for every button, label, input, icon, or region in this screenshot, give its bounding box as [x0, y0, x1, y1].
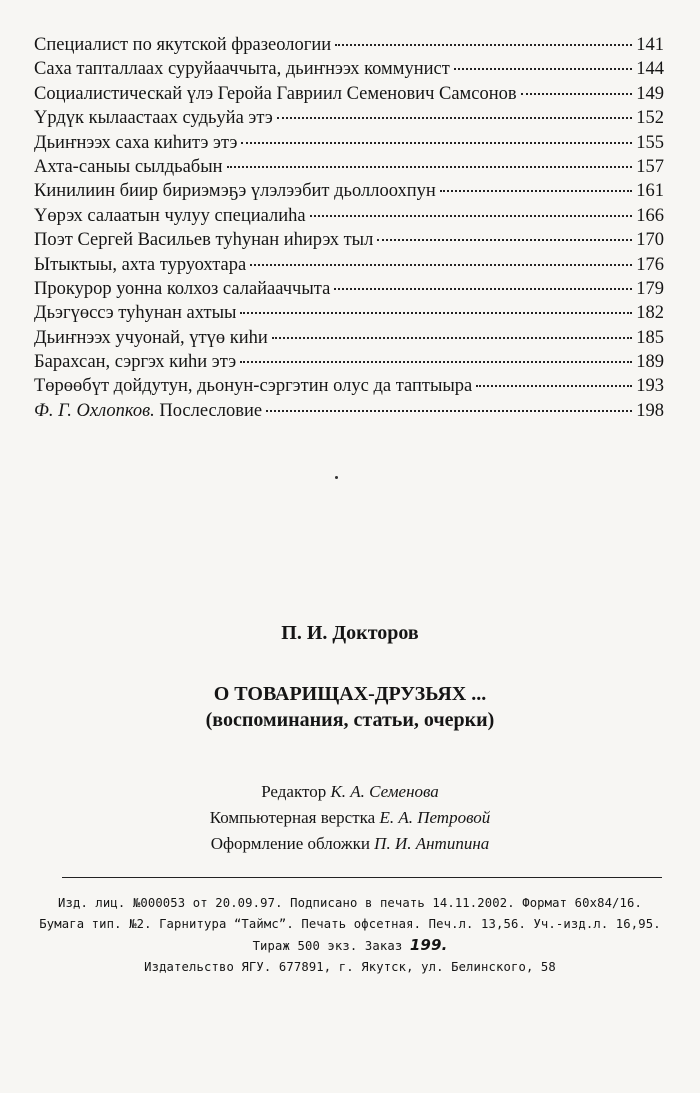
toc-dot-leader — [266, 410, 632, 412]
toc-entry-title — [34, 399, 262, 423]
toc-dot-leader — [476, 385, 632, 387]
toc-entry-title: Дьиҥнээх саха киһитэ этэ — [34, 132, 238, 153]
toc-entry-page: 193 — [636, 376, 664, 397]
toc-entry-page: 170 — [636, 230, 664, 251]
toc-dot-leader — [250, 264, 632, 266]
toc-entry-page: 144 — [636, 59, 664, 80]
toc-dot-leader — [334, 288, 632, 290]
imprint-line: Издательство ЯГУ. 677891, г. Якутск, ул. Белинского, 58 — [144, 960, 556, 974]
toc-dot-leader — [272, 337, 632, 339]
toc-entry — [34, 106, 664, 130]
toc-dot-leader — [440, 190, 632, 192]
toc-entry-title: Дьэгүөссэ туһунан ахтыы — [34, 303, 237, 324]
credit-role: Оформление обложки — [210, 834, 375, 853]
toc-dot-leader — [310, 215, 633, 217]
toc-entry — [34, 33, 664, 57]
toc-entry-title: Социалистическай үлэ Геройа Гавриил Семенович Самсонов — [34, 83, 517, 104]
imprint-line: Изд. лиц. №000053 от 20.09.97. Подписано в печать 14.11.2002. Формат 60x84/16. — [57, 896, 643, 910]
credit-line — [0, 779, 700, 805]
credit-name: П. И. Антипина — [374, 834, 490, 853]
toc-entry-title-text: Послесловие — [154, 400, 263, 421]
toc-entry — [34, 326, 664, 350]
toc-entry-page: 166 — [636, 205, 664, 226]
toc-entry-page: 179 — [636, 278, 664, 299]
toc-entry — [34, 155, 664, 179]
table-of-contents — [34, 33, 664, 423]
credits-block — [0, 779, 700, 857]
toc-entry-page: 198 — [636, 400, 664, 421]
toc-dot-leader — [227, 166, 633, 168]
toc-dot-leader — [277, 117, 632, 119]
toc-entry-title: Кинилиин биир бириэмэҕэ үлэлээбит дьоллоохпун — [34, 181, 436, 202]
imprint-block — [0, 893, 700, 978]
toc-entry-title: Ахта-саныы сылдьабын — [34, 156, 223, 177]
toc-entry-page: 149 — [636, 83, 664, 104]
toc-entry-page: 155 — [636, 132, 664, 153]
credit-role: Компьютерная верстка — [209, 808, 380, 827]
credit-role: Редактор — [261, 782, 331, 801]
toc-entry — [34, 350, 664, 374]
book-subtitle: (воспоминания, статьи, очерки) — [205, 709, 495, 731]
toc-entry-title: Үрдүк кылаастаах судьуйа этэ — [34, 108, 273, 129]
toc-entry-title: Дьиҥнээх учуонай, үтүө киһи — [34, 327, 268, 348]
toc-entry — [34, 179, 664, 203]
toc-entry-title: Поэт Сергей Васильев туһунан иһирэх тыл — [34, 230, 374, 251]
toc-entry-title: Үөрэх салаатын чулуу специалиһа — [34, 205, 306, 226]
toc-entry — [34, 277, 664, 301]
toc-entry — [34, 228, 664, 252]
toc-entry-page: 141 — [636, 35, 664, 55]
toc-entry-title: Төрөөбүт дойдутун, дьонун-сэргэтин олус да таптыыра — [34, 376, 473, 397]
book-author: П. И. Докторов — [281, 622, 419, 644]
credit-line — [0, 805, 700, 831]
toc-dot-leader — [377, 239, 632, 241]
credit-name: К. А. Семенова — [330, 782, 439, 801]
toc-dot-leader — [521, 93, 633, 95]
toc-dot-leader — [240, 361, 632, 363]
toc-entry — [34, 82, 664, 106]
toc-entry-title: Ытыктыы, ахта туруохтара — [34, 254, 247, 275]
toc-entry-title: Специалист по якутской фразеологии — [34, 35, 332, 55]
toc-entry-page: 161 — [636, 181, 664, 202]
toc-entry — [34, 204, 664, 228]
toc-dot-leader — [454, 68, 632, 70]
toc-entry-title: Прокурор уонна колхоз салайааччыта — [34, 278, 331, 299]
toc-entry-page: 176 — [636, 254, 664, 275]
imprint-divider — [62, 877, 662, 878]
toc-entry — [34, 131, 664, 155]
imprint-line: Бумага тип. №2. Гарнитура “Таймс”. Печать офсетная. Печ.л. 13,56. Уч.-изд.л. 16,95. — [39, 917, 661, 931]
toc-entry — [34, 57, 664, 81]
toc-entry-author: Ф. Г. Охлопков. — [34, 400, 155, 421]
toc-entry — [34, 253, 664, 277]
imprint-line — [0, 935, 700, 957]
toc-dot-leader — [240, 312, 632, 314]
handwritten-order-number: 199. — [409, 936, 448, 954]
toc-entry-page: 189 — [636, 352, 664, 373]
toc-entry — [34, 301, 664, 325]
book-title: О ТОВАРИЩАХ-ДРУЗЬЯХ ... — [213, 683, 487, 705]
toc-entry-title: Саха тапталлаах суруйааччыта, дьиҥнээх коммунист — [34, 59, 450, 80]
print-speck — [335, 476, 338, 479]
toc-entry-page: 157 — [636, 156, 664, 177]
imprint-print-run: Тираж 500 экз. Заказ — [252, 939, 410, 953]
toc-entry-page: 152 — [636, 108, 664, 129]
toc-entry-title: Барахсан, сэргэх киһи этэ — [34, 352, 237, 373]
toc-entry-page: 185 — [636, 327, 664, 348]
toc-entry-page: 182 — [636, 303, 664, 324]
toc-entry — [34, 399, 664, 423]
toc-entry — [34, 374, 664, 398]
credit-line — [0, 831, 700, 857]
credit-name: Е. А. Петровой — [379, 808, 491, 827]
toc-dot-leader — [241, 142, 632, 144]
book-title-block — [0, 681, 700, 733]
toc-dot-leader — [335, 44, 632, 46]
